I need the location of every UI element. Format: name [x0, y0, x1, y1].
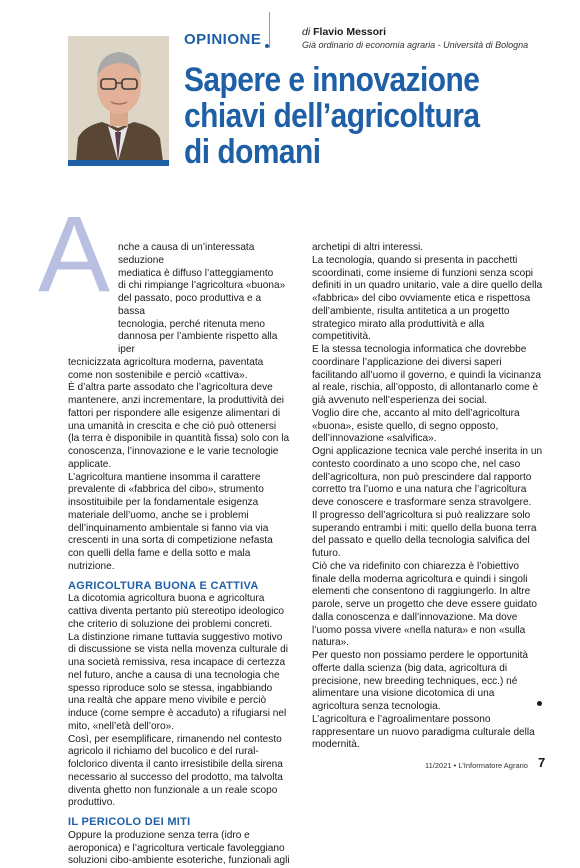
- author-photo: [68, 36, 169, 162]
- paragraph: Ciò che va ridefinito con chiarezza è l’obiettivo finale della moderna agricoltura e quindi i singoli elementi che consentono di raggiungerlo. In altre parole, serve un progetto che deve essere guidato dalla conoscenza e dall’innovazione. Ma dove l’uomo possa vivere «nella natura» e non «sulla natura».: [312, 560, 538, 649]
- header-divider: [269, 12, 270, 48]
- title-line: di domani: [184, 133, 321, 171]
- title-line: chiavi dell’agricoltura: [184, 97, 480, 135]
- paragraph: Così, per esemplificare, rimanendo nel contesto agricolo il richiamo del bucolico e del rural-folclorico diventa il canto irresistibile della sirena necessario al successo del prodotto, ma talvolta diventa ghetto non funzionale a un reale scopo produttivo.: [68, 733, 283, 809]
- intro-lines: [68, 242, 290, 357]
- paragraph: archetipi di altri interessi.: [312, 242, 424, 253]
- title-line: Sapere e innovazione: [184, 61, 480, 99]
- paragraph: Oppure la produzione senza terra (idro e aeroponica) e l’agricoltura verticale favoleggiano soluzioni cibo-ambiente esoteriche, funzionali agli: [68, 829, 290, 867]
- text-line: del passato, poco produttiva e a bassa: [118, 293, 262, 317]
- paragraph: Voglio dire che, accanto al mito dell’agricoltura «buona», esiste quello, di segno opposto, dell’innovazione «salvifica».: [312, 407, 520, 445]
- end-of-article-dot: [537, 701, 542, 706]
- byline: [302, 26, 386, 38]
- author-portrait: [68, 36, 169, 162]
- paragraph: L’agricoltura e l’agroalimentare possono rappresentare un nuovo paradigma culturale della modernità.: [312, 713, 535, 751]
- article-title: [184, 62, 518, 170]
- paragraph: La dicotomia agricoltura buona e agricoltura cattiva diventa pertanto più stereotipo ideologico che criterio di soluzione dei problemi concreti.: [68, 593, 285, 630]
- text-line: di chi rimpiange l’agricoltura «buona»: [118, 280, 286, 292]
- paragraph: Per questo non possiamo perdere le opportunità offerte dalla scienza (big data, agricoltura di precisione, new breeding techniques, ecc.) né alimentare una visione dicotomica di una agricoltura senza tecnologia.: [312, 650, 529, 712]
- author-affiliation: Già ordinario di economia agraria - Università di Bologna: [302, 40, 529, 50]
- subheading: AGRICOLTURA BUONA E CATTIVA: [68, 579, 259, 592]
- subheading: IL PERICOLO DEI MITI: [68, 816, 191, 828]
- paragraph: La tecnologia, quando si presenta in pacchetti scoordinati, come insieme di funzioni senza scopi definiti in un quadro unitario, vale a dire quello della «fabbrica» del cibo ovviamente etica e rispettosa dell’ambiente, risulta antitetica a un progetto strategico mirato alla produttività e alla competitività.: [312, 254, 543, 343]
- article-column-left: [68, 242, 290, 868]
- author-name: Flavio Messori: [313, 26, 387, 38]
- section-rubric: OPINIONE: [184, 31, 262, 48]
- paragraph: Il progresso dell’agricoltura si può realizzare solo superando entrambi i miti: quello della buona terra del passato e quello della tecnologia salvifica del futuro.: [312, 509, 537, 559]
- footer-issue: 11/2021 • L’Informatore Agrario: [425, 761, 528, 770]
- drop-cap: A: [38, 193, 111, 314]
- paragraph: L’agricoltura mantiene insomma il carattere prevalente di «fabbrica del cibo», strumento insostituibile per la fondamentale esigenza materiale dell’uomo, anche se i problemi dell’inquinamento ambientale si fanno via via crescenti in una sorta di competizione nefasta con quelli della fame e della sotto e mala nutrizione.: [68, 471, 273, 572]
- paragraph: È d’altra parte assodato che l’agricoltura deve mantenere, anzi incrementare, la produttività dei fattori per rispondere alle esigenze alimentari di una umanità in crescita e che ciò può ottenersi (la terra è disponibile in quantità fissa) solo con la conoscenza, l’innovazione e le varie tecnologie applicate.: [68, 382, 290, 470]
- photo-accent-bar: [68, 160, 169, 166]
- text-line: nche a causa di un’interessata seduzione: [118, 242, 255, 266]
- paragraph: Ogni applicazione tecnica vale perché inserita in un contesto coordinato a uno scopo che, nel caso dell’agricoltura, non può prescindere dal rapporto corretto tra l’uomo e una natura che l’agricoltura deve conoscere e trasformare senza stravolgere.: [312, 446, 543, 508]
- byline-prefix: di: [302, 26, 311, 38]
- paragraph: tecnicizzata agricoltura moderna, paventata come non sostenibile e perciò «cattiva».: [68, 356, 264, 381]
- page-number: 7: [538, 755, 546, 770]
- article-column-right: [312, 242, 544, 752]
- text-line: dannosa per l’ambiente rispetto alla iper: [118, 331, 278, 355]
- text-line: tecnologia, perché ritenuta meno: [118, 318, 266, 330]
- paragraph: La distinzione rimane tuttavia suggestivo motivo di discussione se vista nella movenza culturale di una società remissiva, resa incapace di certezza nel futuro, anche a causa di una tecnologia che spesso riproduce solo se stessa, ingabbiando una realtà che appare meno vivibile e perciò induce (come sempre è accaduto) a rifugiarsi nel mito, «nell’età dell’oro».: [68, 631, 288, 732]
- paragraph: E la stessa tecnologia informatica che dovrebbe coordinare l’applicazione dei diversi saperi facilitando all’uomo il governo, e quindi la vicinanza al reale, rischia, all’opposto, di allontanarlo come è già avvenuto nell’esperienza dei social.: [312, 344, 541, 406]
- text-line: mediatica è diffuso l’atteggiamento: [118, 267, 274, 279]
